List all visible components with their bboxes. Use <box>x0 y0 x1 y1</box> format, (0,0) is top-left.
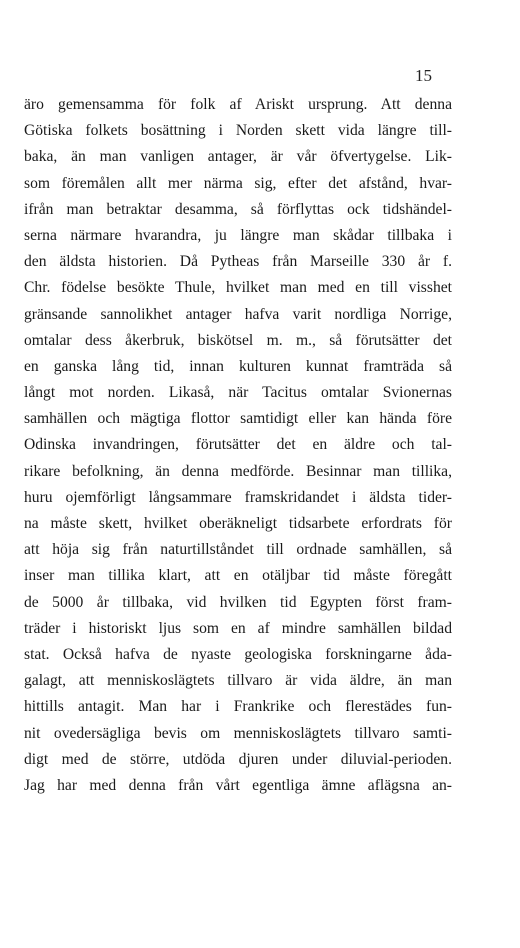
text-line: som föremålen allt mer närma sig, efter det afstånd, hvar- <box>24 174 452 192</box>
text-line: träder i historiskt ljus som en af mindre samhällen bildad <box>24 619 452 637</box>
text-line: stat. Också hafva de nyaste geologiska forskningarne åda- <box>24 645 452 663</box>
text-line: Odinska invandringen, förutsätter det en äldre och tal- <box>24 436 452 454</box>
text-line: den äldsta historien. Då Pytheas från Marseille 330 år f. <box>24 253 452 271</box>
text-line: ifrån man betraktar desamma, så förflyttas ock tidshändel- <box>24 200 452 218</box>
text-line: de 5000 år tillbaka, vid hvilken tid Egypten först fram- <box>24 593 452 611</box>
page-number: 15 <box>415 66 432 85</box>
text-line: huru ojemförligt långsammare framskridandet i äldsta tider- <box>24 488 452 506</box>
text-line: äro gemensamma för folk af Ariskt ursprung. Att denna <box>24 96 452 113</box>
text-line: inser man tillika klart, att en otäljbar tid måste föregått <box>24 567 452 585</box>
text-line: nit ovedersägliga bevis om menniskoslägtets tillvaro samti- <box>24 724 452 742</box>
text-line: galagt, att menniskoslägtets tillvaro är vida äldre, än man <box>24 672 452 690</box>
text-line: hittills antagit. Man har i Frankrike och flerestädes fun- <box>24 698 452 716</box>
body-text <box>24 92 452 799</box>
text-line: att höja sig från naturtillståndet till ordnade samhällen, så <box>24 541 452 559</box>
text-line: omtalar dess åkerbruk, biskötsel m. m., så förutsätter det <box>24 331 452 349</box>
text-line: långt mot norden. Likaså, när Tacitus omtalar Svionernas <box>24 384 452 402</box>
text-line: rikare befolkning, än denna medförde. Besinnar man tillika, <box>24 462 452 480</box>
text-line: baka, än man vanligen antager, är vår öfvertygelse. Lik- <box>24 148 452 166</box>
text-line: digt med de större, utdöda djuren under diluvial-perioden. <box>24 750 452 768</box>
text-line: gränsande sannolikhet antager hafva varit nordliga Norrige, <box>24 305 452 323</box>
text-line: serna närmare hvarandra, ju längre man skådar tillbaka i <box>24 226 452 244</box>
text-line: en ganska lång tid, innan kulturen kunnat framträda så <box>24 357 452 375</box>
text-line: samhällen och mägtiga flottor samtidigt eller kan hända före <box>24 410 452 428</box>
text-line: Jag har med denna från vårt egentliga ämne aflägsna an- <box>24 776 452 794</box>
text-line: Götiska folkets bosättning i Norden skett vida längre till- <box>24 122 452 140</box>
text-line: na måste skett, hvilket oberäkneligt tidsarbete erfordrats för <box>24 515 452 532</box>
text-line: Chr. födelse besökte Thule, hvilket man med en till visshet <box>24 279 452 297</box>
